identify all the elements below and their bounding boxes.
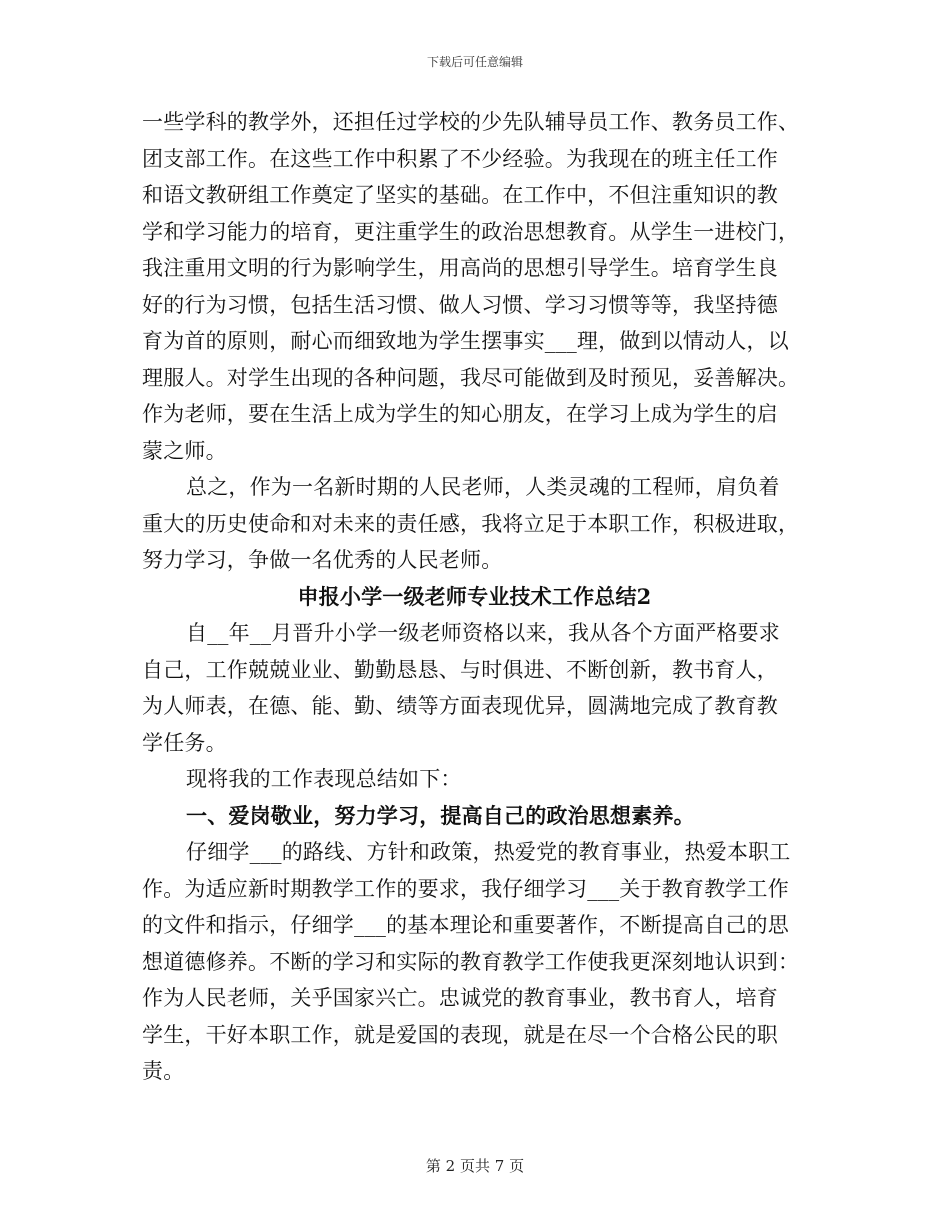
body-line: 育为首的原则，耐心而细致地为学生摆事实___理，做到以情动人，以: [142, 329, 789, 353]
body-line: 仔细学___的路线、方针和政策，热爱党的教育事业，热爱本职工: [186, 840, 791, 864]
body-line: 总之，作为一名新时期的人民老师，人类灵魂的工程师，肩负着: [186, 475, 780, 499]
page-header: 下载后可任意编辑: [426, 55, 523, 69]
body-line: 现将我的工作表现总结如下：: [186, 767, 462, 791]
body-line: 责。: [142, 1059, 185, 1083]
body-line: 一些学科的教学外，还担任过学校的少先队辅导员工作、教务员工作、: [142, 110, 800, 134]
body-line: 理服人。对学生出现的各种问题，我尽可能做到及时预见，妥善解决。: [142, 365, 800, 390]
body-line: 作为人民老师，关乎国家兴亡。忠诚党的教育事业，教书育人，培育: [142, 986, 778, 1010]
section-title: 申报小学一级老师专业技术工作总结2: [297, 583, 652, 609]
body-line: 努力学习，争做一名优秀的人民老师。: [142, 548, 503, 572]
body-line: 我注重用文明的行为影响学生，用高尚的思想引导学生。培育学生良: [142, 256, 778, 280]
body-line: 作为老师，要在生活上成为学生的知心朋友，在学习上成为学生的启: [142, 402, 778, 426]
subsection-heading: 一、爱岗敬业，努力学习，提高自己的政治思想素养。: [186, 802, 695, 828]
body-line: 学任务。: [142, 730, 227, 755]
body-line: 团支部工作。在这些工作中积累了不少经验。为我现在的班主任工作: [142, 146, 778, 171]
body-line: 学和学习能力的培育，更注重学生的政治思想教育。从学生一进校门，: [142, 219, 800, 244]
body-line: 自己，工作兢兢业业、勤勤恳恳、与时俱进、不断创新，教书育人，: [142, 657, 778, 682]
body-line: 的文件和指示，仔细学___的基本理论和重要著作，不断提高自己的思: [142, 913, 789, 937]
document-body: [142, 104, 807, 1090]
body-line: 蒙之师。: [142, 438, 227, 463]
body-line: 自__年__月晋升小学一级老师资格以来，我从各个方面严格要求: [186, 621, 780, 645]
body-line: 好的行为习惯，包括生活习惯、做人习惯、学习习惯等等，我坚持德: [142, 292, 778, 317]
body-line: 为人师表，在德、能、勤、绩等方面表现优异，圆满地完成了教育教: [142, 694, 778, 718]
body-line: 和语文教研组工作奠定了坚实的基础。在工作中，不但注重知识的教: [142, 183, 778, 207]
page-footer: 第 2 页共 7 页: [425, 1157, 525, 1175]
body-line: 重大的历史使命和对未来的责任感，我将立足于本职工作，积极进取，: [142, 511, 800, 536]
body-line: 想道德修养。不断的学习和实际的教育教学工作使我更深刻地认识到：: [142, 949, 800, 974]
body-line: 学生，干好本职工作，就是爱国的表现，就是在尽一个合格公民的职: [142, 1022, 778, 1047]
body-line: 作。为适应新时期教学工作的要求，我仔细学习___关于教育教学工作: [142, 876, 789, 901]
